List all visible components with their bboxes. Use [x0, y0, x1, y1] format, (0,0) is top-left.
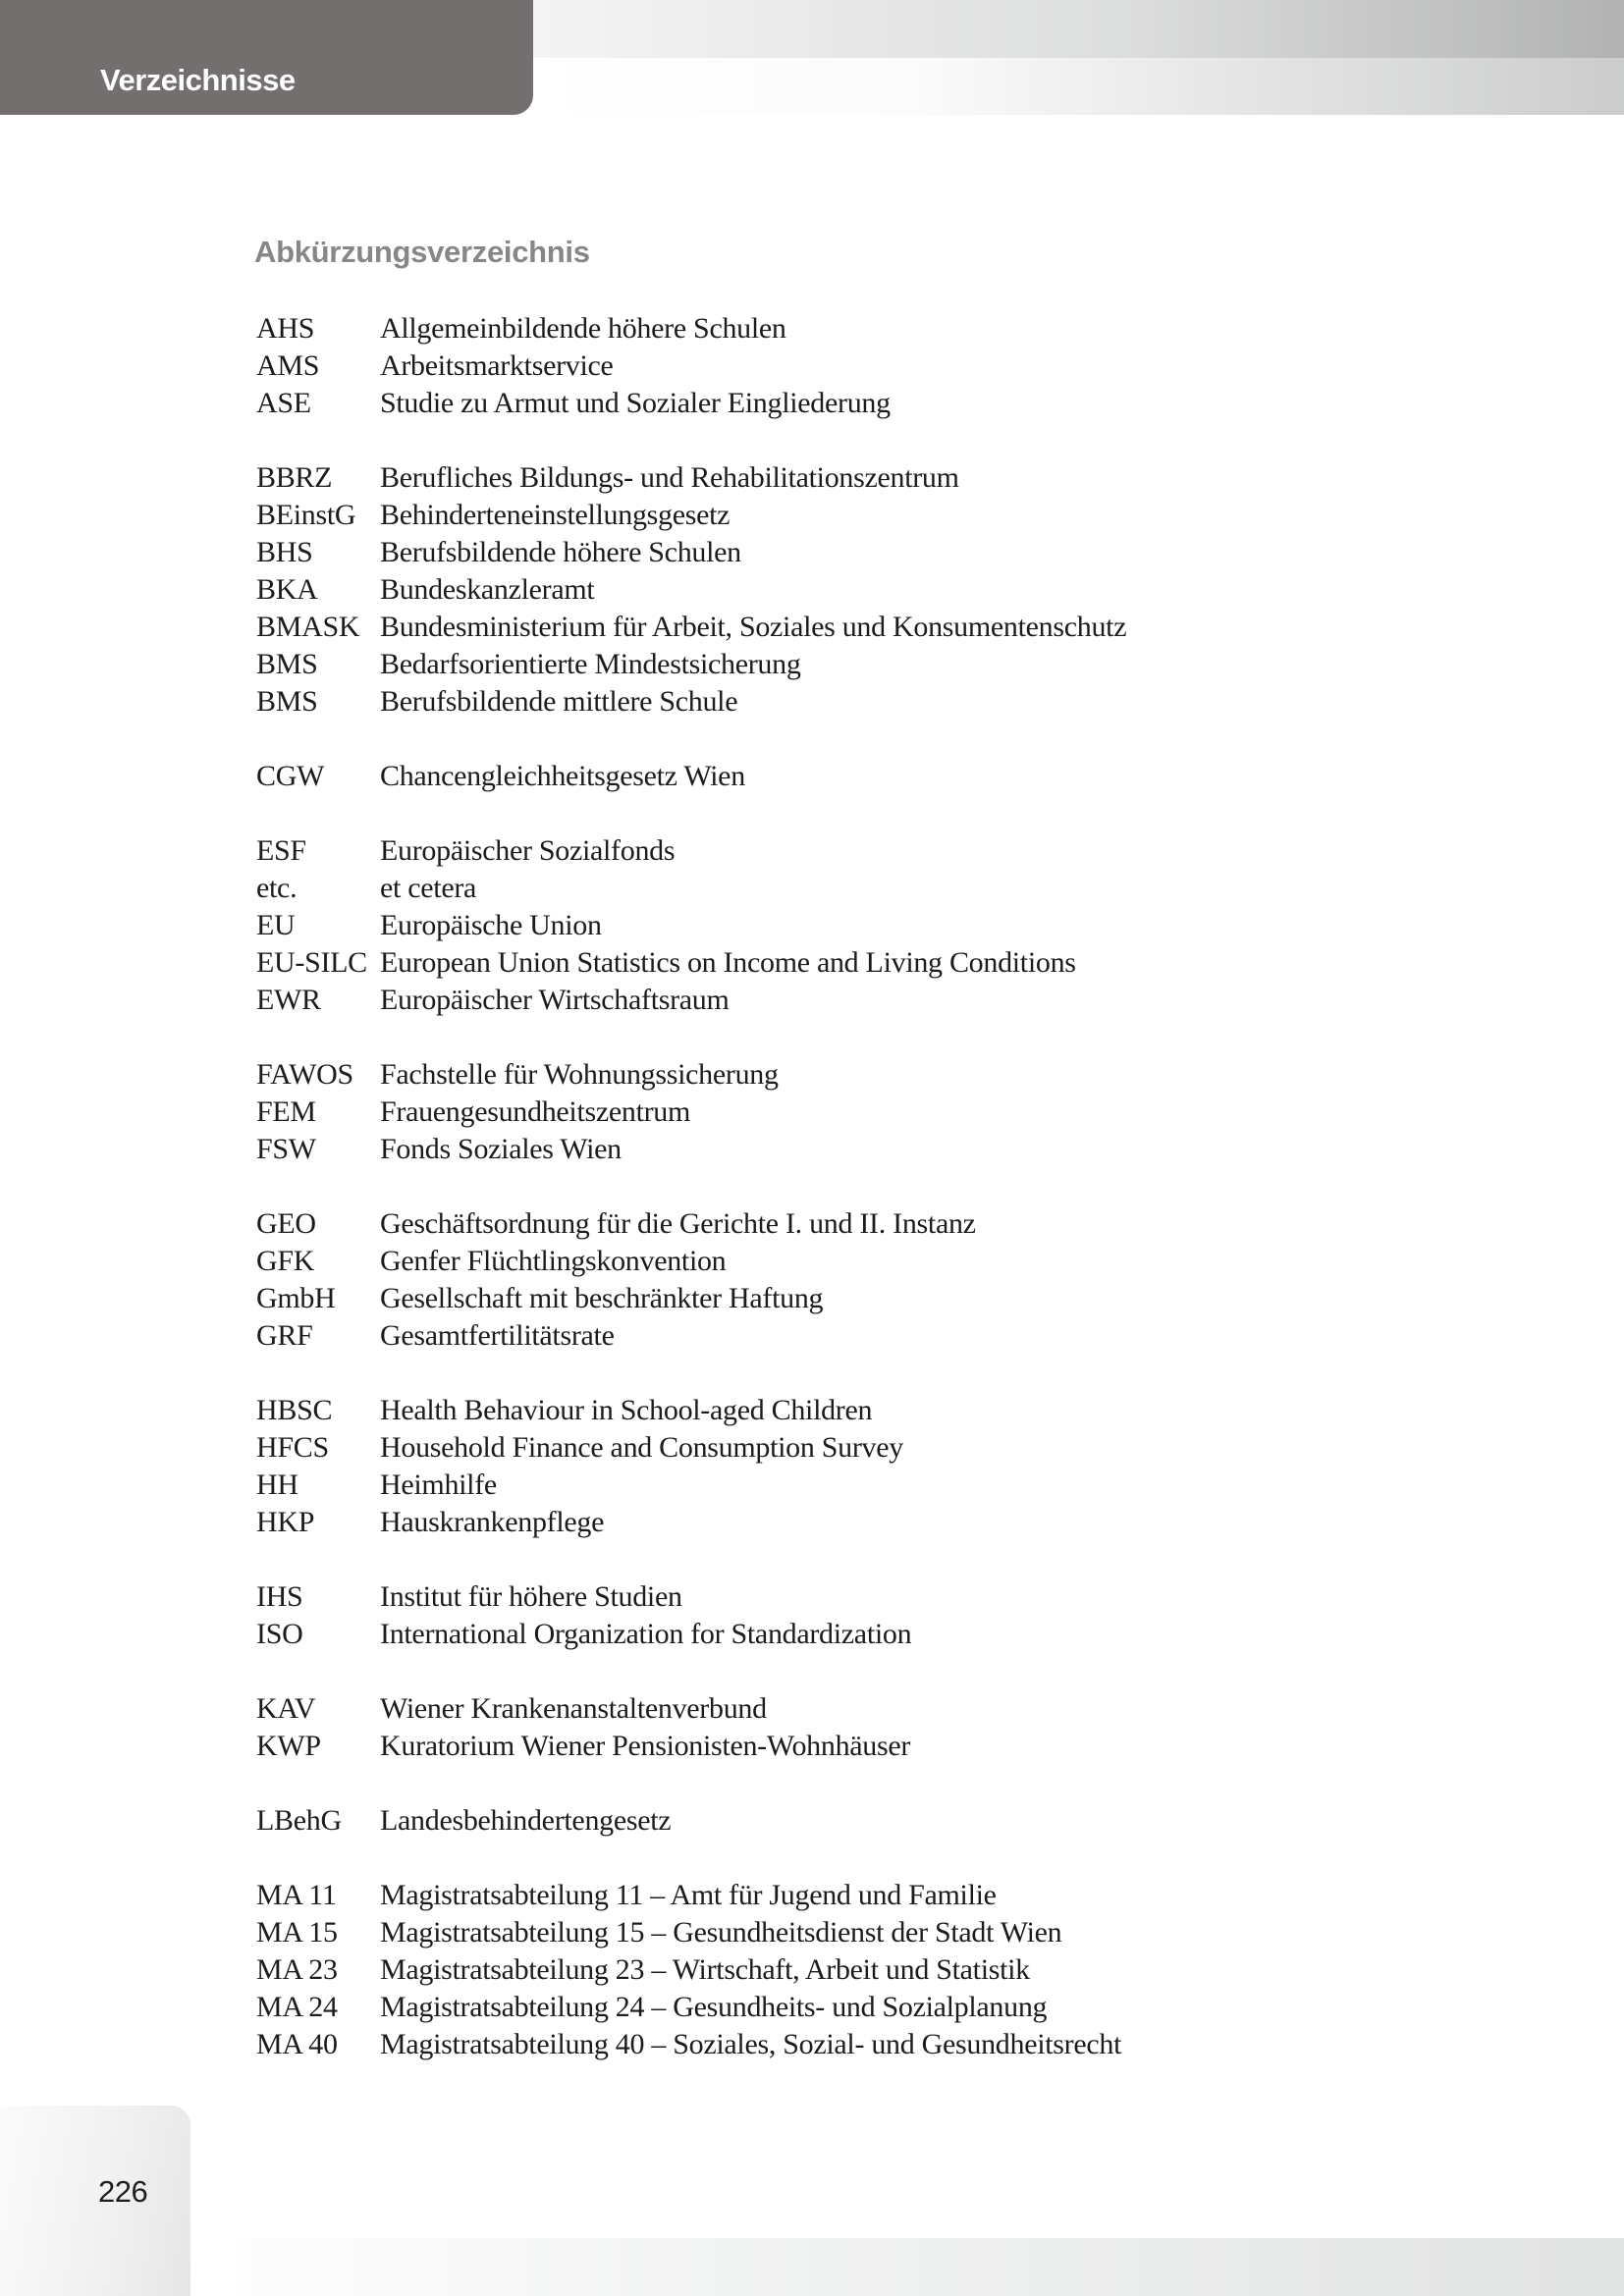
abbreviation-definition: Landesbehindertengesetz [380, 1804, 672, 1837]
abbreviation-group [256, 1877, 1126, 2063]
abbreviation-term: BBRZ [256, 461, 333, 494]
abbreviation-definition: Bundesministerium für Arbeit, Soziales und Konsumentenschutz [380, 611, 1127, 643]
abbreviation-definition: Arbeitsmarktservice [380, 349, 614, 382]
page-number: 226 [98, 2174, 148, 2209]
abbreviation-row [256, 1131, 1126, 1168]
abbreviation-row [256, 571, 1126, 609]
abbreviation-definition: Bundeskanzleramt [380, 573, 595, 606]
abbreviation-definition: Allgemeinbildende höhere Schulen [380, 312, 786, 345]
abbreviation-group [256, 310, 1126, 422]
abbreviation-row [256, 1616, 1126, 1653]
abbreviation-term: ISO [256, 1618, 303, 1650]
abbreviation-term: HH [256, 1468, 298, 1501]
abbreviation-definition: Chancengleichheitsgesetz Wien [380, 760, 745, 792]
abbreviation-row [256, 1317, 1126, 1355]
abbreviation-term: BEinstG [256, 499, 356, 531]
abbreviation-definition: Berufsbildende höhere Schulen [380, 536, 741, 568]
abbreviation-term: MA 15 [256, 1916, 338, 1949]
abbreviation-term: EU [256, 909, 296, 941]
abbreviation-row [256, 832, 1126, 870]
abbreviation-definition: Fonds Soziales Wien [380, 1133, 622, 1165]
abbreviation-definition: Geschäftsordnung für die Gerichte I. und II. Instanz [380, 1207, 976, 1240]
abbreviation-term: BMASK [256, 611, 360, 643]
abbreviation-row [256, 1877, 1126, 1914]
abbreviation-term: KAV [256, 1692, 316, 1725]
abbreviation-term: BKA [256, 573, 318, 606]
abbreviation-group [256, 1056, 1126, 1168]
abbreviation-row [256, 758, 1126, 795]
abbreviation-term: MA 40 [256, 2028, 338, 2060]
abbreviation-row [256, 646, 1126, 683]
abbreviation-definition: Berufsbildende mittlere Schule [380, 685, 738, 718]
page-title: Abkürzungsverzeichnis [254, 235, 590, 269]
abbreviation-row [256, 1504, 1126, 1541]
abbreviation-row [256, 609, 1126, 646]
abbreviation-row [256, 1056, 1126, 1094]
abbreviation-term: FSW [256, 1133, 316, 1165]
abbreviation-term: GRF [256, 1319, 313, 1352]
abbreviation-row [256, 982, 1126, 1019]
page-number-box [0, 2106, 190, 2296]
abbreviation-term: BMS [256, 685, 318, 718]
abbreviation-definition: Europäischer Sozialfonds [380, 834, 676, 867]
abbreviation-definition: Health Behaviour in School-aged Children [380, 1394, 873, 1426]
abbreviation-row [256, 1728, 1126, 1765]
abbreviation-row [256, 1205, 1126, 1243]
header-gradient-band-bottom [533, 58, 1624, 115]
abbreviation-definition: Hauskrankenpflege [380, 1506, 605, 1538]
abbreviation-term: GmbH [256, 1282, 336, 1314]
abbreviation-group [256, 832, 1126, 1019]
abbreviation-term: IHS [256, 1580, 303, 1613]
abbreviation-row [256, 870, 1126, 907]
abbreviation-row [256, 1690, 1126, 1728]
abbreviation-term: AHS [256, 312, 315, 345]
abbreviation-row [256, 1429, 1126, 1467]
abbreviation-term: ASE [256, 387, 311, 419]
abbreviation-term: MA 24 [256, 1991, 338, 2023]
header-gradient-band-top [533, 0, 1624, 58]
abbreviation-definition: Magistratsabteilung 11 – Amt für Jugend und Familie [380, 1879, 997, 1911]
abbreviation-term: CGW [256, 760, 325, 792]
abbreviation-term: MA 11 [256, 1879, 337, 1911]
abbreviation-definition: Institut für höhere Studien [380, 1580, 682, 1613]
abbreviation-definition: Magistratsabteilung 24 – Gesundheits- und Sozialplanung [380, 1991, 1048, 2023]
abbreviation-definition: Fachstelle für Wohnungssicherung [380, 1058, 779, 1091]
abbreviation-definition: et cetera [380, 872, 477, 904]
abbreviation-list [256, 310, 1126, 2063]
abbreviation-row [256, 310, 1126, 347]
abbreviation-term: LBehG [256, 1804, 342, 1837]
abbreviation-definition: Magistratsabteilung 15 – Gesundheitsdienst der Stadt Wien [380, 1916, 1062, 1949]
abbreviation-group [256, 1690, 1126, 1765]
abbreviation-row [256, 944, 1126, 982]
abbreviation-definition: Magistratsabteilung 40 – Soziales, Sozial- und Gesundheitsrecht [380, 2028, 1122, 2060]
abbreviation-term: EU-SILC [256, 946, 367, 979]
abbreviation-group [256, 1205, 1126, 1355]
abbreviation-row [256, 1989, 1126, 2026]
section-tab [0, 0, 533, 115]
abbreviation-definition: Behinderteneinstellungsgesetz [380, 499, 731, 531]
abbreviation-term: BHS [256, 536, 313, 568]
abbreviation-term: HBSC [256, 1394, 333, 1426]
abbreviation-definition: Kuratorium Wiener Pensionisten-Wohnhäuser [380, 1730, 911, 1762]
abbreviation-row [256, 683, 1126, 721]
abbreviation-row [256, 1392, 1126, 1429]
abbreviation-definition: Gesamtfertilitätsrate [380, 1319, 615, 1352]
abbreviation-row [256, 385, 1126, 422]
abbreviation-definition: Frauengesundheitszentrum [380, 1095, 691, 1128]
abbreviation-row [256, 2026, 1126, 2063]
abbreviation-row [256, 497, 1126, 534]
abbreviation-row [256, 534, 1126, 571]
abbreviation-row [256, 1243, 1126, 1280]
abbreviation-term: GEO [256, 1207, 316, 1240]
abbreviation-definition: European Union Statistics on Income and Living Conditions [380, 946, 1076, 979]
abbreviation-term: BMS [256, 648, 318, 680]
abbreviation-row [256, 459, 1126, 497]
abbreviation-group [256, 1802, 1126, 1840]
abbreviation-term: MA 23 [256, 1953, 338, 1986]
abbreviation-definition: Wiener Krankenanstaltenverbund [380, 1692, 767, 1725]
abbreviation-definition: Genfer Flüchtlingskonvention [380, 1245, 727, 1277]
abbreviation-definition: Household Finance and Consumption Survey [380, 1431, 903, 1464]
abbreviation-definition: Bedarfsorientierte Mindestsicherung [380, 648, 801, 680]
abbreviation-term: HKP [256, 1506, 315, 1538]
abbreviation-row [256, 1914, 1126, 1951]
abbreviation-definition: Europäische Union [380, 909, 602, 941]
abbreviation-definition: Berufliches Bildungs- und Rehabilitationszentrum [380, 461, 959, 494]
abbreviation-row [256, 907, 1126, 944]
abbreviation-definition: Gesellschaft mit beschränkter Haftung [380, 1282, 824, 1314]
footer-gradient-strip [235, 2238, 1624, 2296]
abbreviation-row [256, 1094, 1126, 1131]
abbreviation-row [256, 1578, 1126, 1616]
abbreviation-row [256, 1802, 1126, 1840]
abbreviation-row [256, 347, 1126, 385]
abbreviation-term: AMS [256, 349, 320, 382]
abbreviation-group [256, 1392, 1126, 1541]
abbreviation-row [256, 1280, 1126, 1317]
abbreviation-term: FEM [256, 1095, 316, 1128]
abbreviation-definition: Heimhilfe [380, 1468, 497, 1501]
abbreviation-term: HFCS [256, 1431, 329, 1464]
abbreviation-group [256, 1578, 1126, 1653]
abbreviation-term: etc. [256, 872, 298, 904]
abbreviation-definition: Magistratsabteilung 23 – Wirtschaft, Arbeit und Statistik [380, 1953, 1030, 1986]
abbreviation-term: ESF [256, 834, 306, 867]
abbreviation-term: KWP [256, 1730, 321, 1762]
abbreviation-row [256, 1467, 1126, 1504]
abbreviation-row [256, 1951, 1126, 1989]
abbreviation-term: EWR [256, 984, 321, 1016]
abbreviation-group [256, 758, 1126, 795]
abbreviation-definition: Studie zu Armut und Sozialer Eingliederung [380, 387, 891, 419]
abbreviation-definition: Europäischer Wirtschaftsraum [380, 984, 730, 1016]
abbreviation-term: FAWOS [256, 1058, 353, 1091]
section-tab-label: Verzeichnisse [100, 63, 296, 97]
abbreviation-term: GFK [256, 1245, 315, 1277]
abbreviation-group [256, 459, 1126, 721]
abbreviation-definition: International Organization for Standardization [380, 1618, 912, 1650]
